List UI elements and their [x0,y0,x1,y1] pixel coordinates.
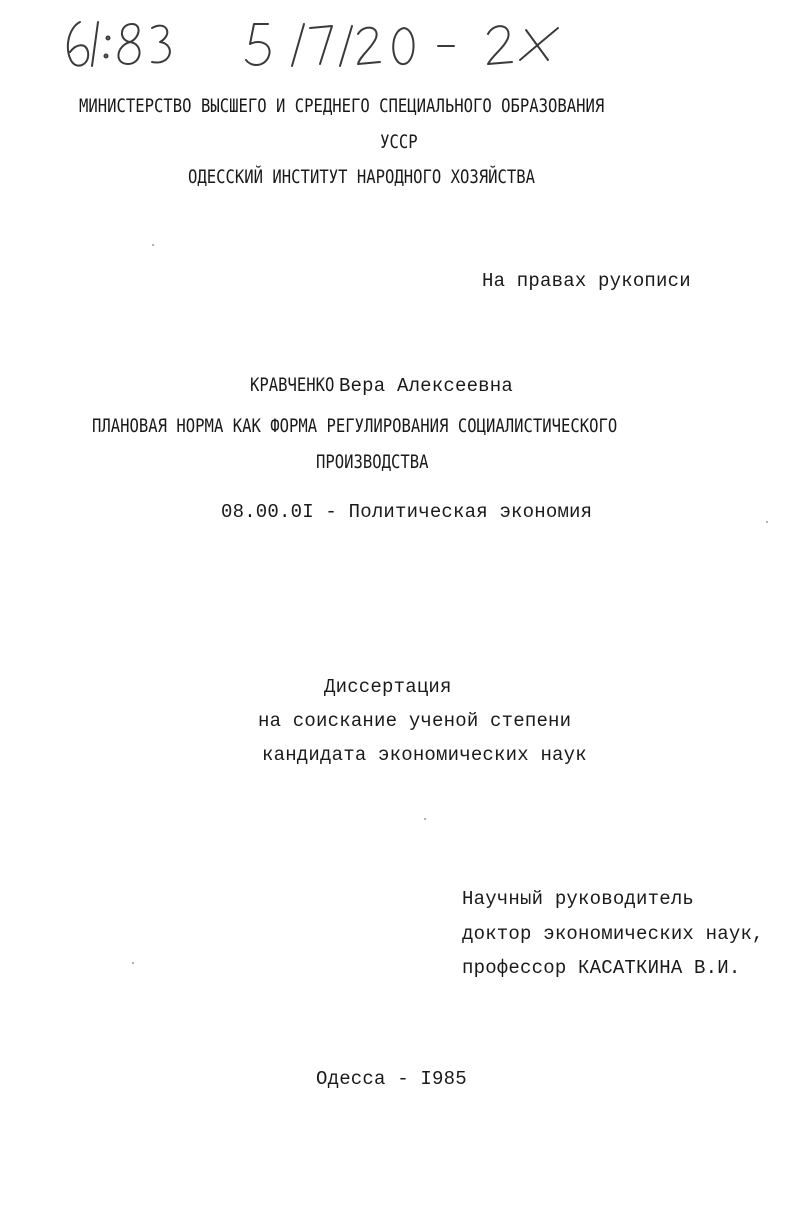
scan-speck [424,818,426,820]
scan-speck [152,244,154,246]
institute-line-wrap [188,165,611,190]
title-line-1-wrap [92,414,733,439]
supervisor-label: Научный руководитель [462,888,695,910]
title-line-1: ПЛАНОВАЯ НОРМА КАК ФОРМА РЕГУЛИРОВАНИЯ СОЦИАЛИСТИЧЕСКОГО [92,415,618,437]
title-line-2-wrap [316,450,453,475]
author-given-name: Вера Алексеевна [338,375,513,397]
ministry-line-2: УССР [380,131,418,153]
ministry-line-1: МИНИСТЕРСТВО ВЫСШЕГО И СРЕДНЕГО СПЕЦИАЛЬНОГО ОБРАЗОВАНИЯ [78,95,604,117]
place-year: Одесса - I985 [316,1068,467,1090]
manuscript-note: На правах рукописи [482,270,691,292]
institute-line: ОДЕССКИЙ ИНСТИТУТ НАРОДНОГО ХОЗЯЙСТВА [188,166,536,188]
author-line [250,373,513,398]
scan-speck [766,521,768,523]
handwritten-archive-note [58,8,578,80]
degree-line: на соискание ученой степени [258,710,572,732]
author-surname: КРАВЧЕНКО [250,374,335,396]
ministry-line-2-wrap [0,130,798,155]
degree-field-line: кандидата экономических наук [262,744,587,766]
scan-speck [132,962,134,964]
specialty-code: 08.00.0I - Политическая экономия [221,501,593,523]
title-line-2: ПРОИЗВОДСТВА [316,451,429,473]
supervisor-name: профессор КАСАТКИНА В.И. [462,957,741,979]
ministry-line-1-wrap [0,94,798,119]
supervisor-degree: доктор экономических наук, [462,923,764,945]
dissertation-label: Диссертация [324,676,452,698]
